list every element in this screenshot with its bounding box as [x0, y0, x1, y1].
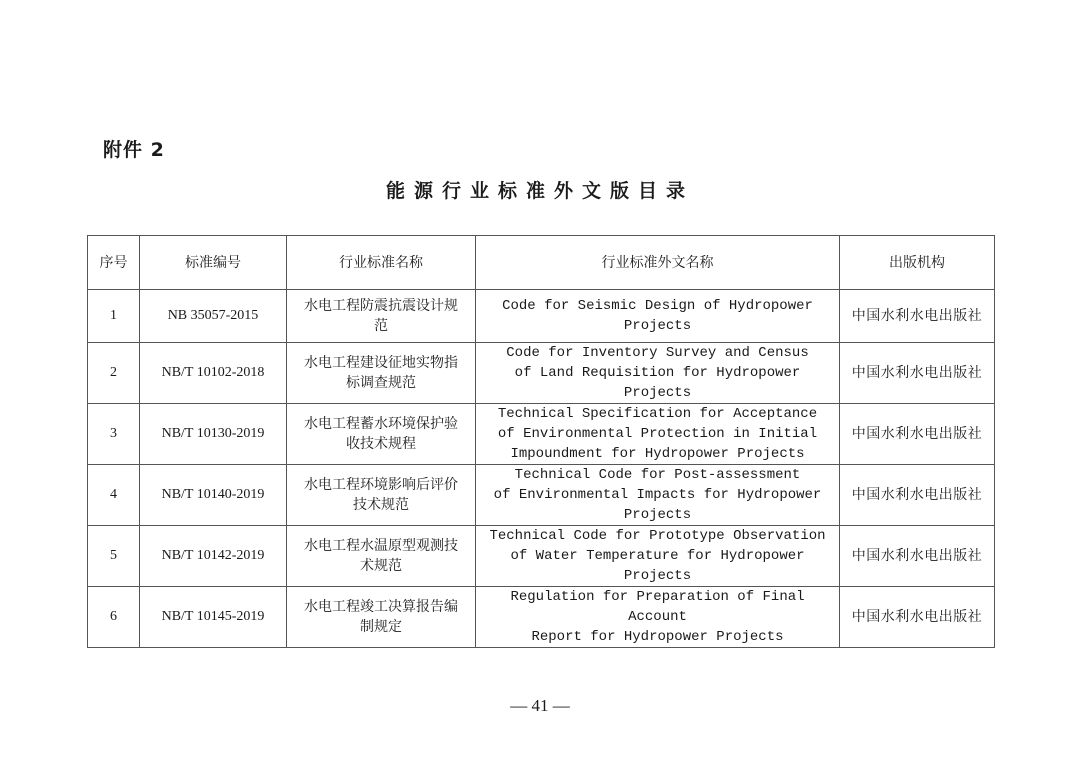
name-en-line: Projects — [623, 507, 692, 523]
cell-standard-name-en — [476, 465, 840, 526]
cell-seq: 2 — [88, 343, 140, 404]
cell-standard-code: NB/T 10130-2019 — [140, 404, 287, 465]
name-cn-line: 水电工程竣工决算报告编 — [304, 599, 458, 615]
name-cn-line: 技术规范 — [353, 497, 409, 513]
header-code: 标准编号 — [140, 236, 287, 290]
name-cn-line: 水电工程防震抗震设计规 — [304, 298, 458, 314]
name-cn-line: 标调查规范 — [346, 375, 416, 391]
cell-standard-name-en — [476, 526, 840, 587]
cell-standard-code: NB/T 10145-2019 — [140, 587, 287, 648]
table-row — [88, 343, 995, 404]
cell-standard-name-en — [476, 290, 840, 343]
name-en-line: of Environmental Protection in Initial — [497, 426, 818, 442]
cell-seq: 3 — [88, 404, 140, 465]
cell-standard-code: NB/T 10140-2019 — [140, 465, 287, 526]
name-cn-line: 收技术规程 — [346, 436, 416, 452]
table-header-row — [88, 236, 995, 290]
cell-standard-code: NB/T 10142-2019 — [140, 526, 287, 587]
cell-publisher: 中国水利水电出版社 — [840, 526, 995, 587]
cell-standard-name-cn — [287, 526, 476, 587]
name-en-line: Code for Seismic Design of Hydropower Projects — [502, 298, 813, 334]
name-en-line: Technical Specification for Acceptance — [497, 406, 818, 422]
name-en-line: Regulation for Preparation of Final Account — [510, 589, 805, 625]
header-name-en: 行业标准外文名称 — [476, 236, 840, 290]
cell-standard-name-cn — [287, 587, 476, 648]
cell-standard-code: NB 35057-2015 — [140, 290, 287, 343]
cell-standard-name-cn — [287, 343, 476, 404]
header-seq: 序号 — [88, 236, 140, 290]
cell-seq: 4 — [88, 465, 140, 526]
cell-standard-name-en — [476, 343, 840, 404]
name-en-line: Report for Hydropower Projects — [531, 629, 784, 645]
cell-standard-name-cn — [287, 465, 476, 526]
table-row — [88, 404, 995, 465]
cell-standard-name-en — [476, 404, 840, 465]
name-cn-line: 水电工程建设征地实物指 — [304, 355, 458, 371]
cell-standard-code: NB/T 10102-2018 — [140, 343, 287, 404]
cell-publisher: 中国水利水电出版社 — [840, 290, 995, 343]
name-cn-line: 范 — [374, 318, 388, 334]
table-row — [88, 526, 995, 587]
name-en-line: Impoundment for Hydropower Projects — [510, 446, 805, 462]
header-name-cn: 行业标准名称 — [287, 236, 476, 290]
table-row — [88, 465, 995, 526]
cell-standard-name-en — [476, 587, 840, 648]
name-cn-line: 水电工程蓄水环境保护验 — [304, 416, 458, 432]
cell-standard-name-cn — [287, 404, 476, 465]
table-row — [88, 290, 995, 343]
name-en-line: of Environmental Impacts for Hydropower — [493, 487, 822, 503]
standards-table — [87, 235, 995, 648]
cell-publisher: 中国水利水电出版社 — [840, 587, 995, 648]
cell-seq: 6 — [88, 587, 140, 648]
name-en-line: of Land Requisition for Hydropower Projects — [514, 365, 801, 401]
attachment-label: 附件 2 — [103, 139, 165, 161]
name-cn-line: 水电工程环境影响后评价 — [304, 477, 458, 493]
name-cn-line: 水电工程水温原型观测技 — [304, 538, 458, 554]
cell-publisher: 中国水利水电出版社 — [840, 343, 995, 404]
name-en-line: Technical Code for Post-assessment — [514, 467, 801, 483]
page-number: — 41 — — [510, 696, 570, 715]
cell-standard-name-cn — [287, 290, 476, 343]
cell-publisher: 中国水利水电出版社 — [840, 404, 995, 465]
name-cn-line: 制规定 — [360, 619, 402, 635]
name-en-line: of Water Temperature for Hydropower Projects — [510, 548, 805, 584]
cell-publisher: 中国水利水电出版社 — [840, 465, 995, 526]
name-en-line: Technical Code for Prototype Observation — [489, 528, 826, 544]
document-title: 能源行业标准外文版目录 — [385, 180, 694, 202]
header-publisher: 出版机构 — [840, 236, 995, 290]
table-row — [88, 587, 995, 648]
cell-seq: 5 — [88, 526, 140, 587]
cell-seq: 1 — [88, 290, 140, 343]
name-cn-line: 术规范 — [360, 558, 402, 574]
name-en-line: Code for Inventory Survey and Census — [506, 345, 809, 361]
